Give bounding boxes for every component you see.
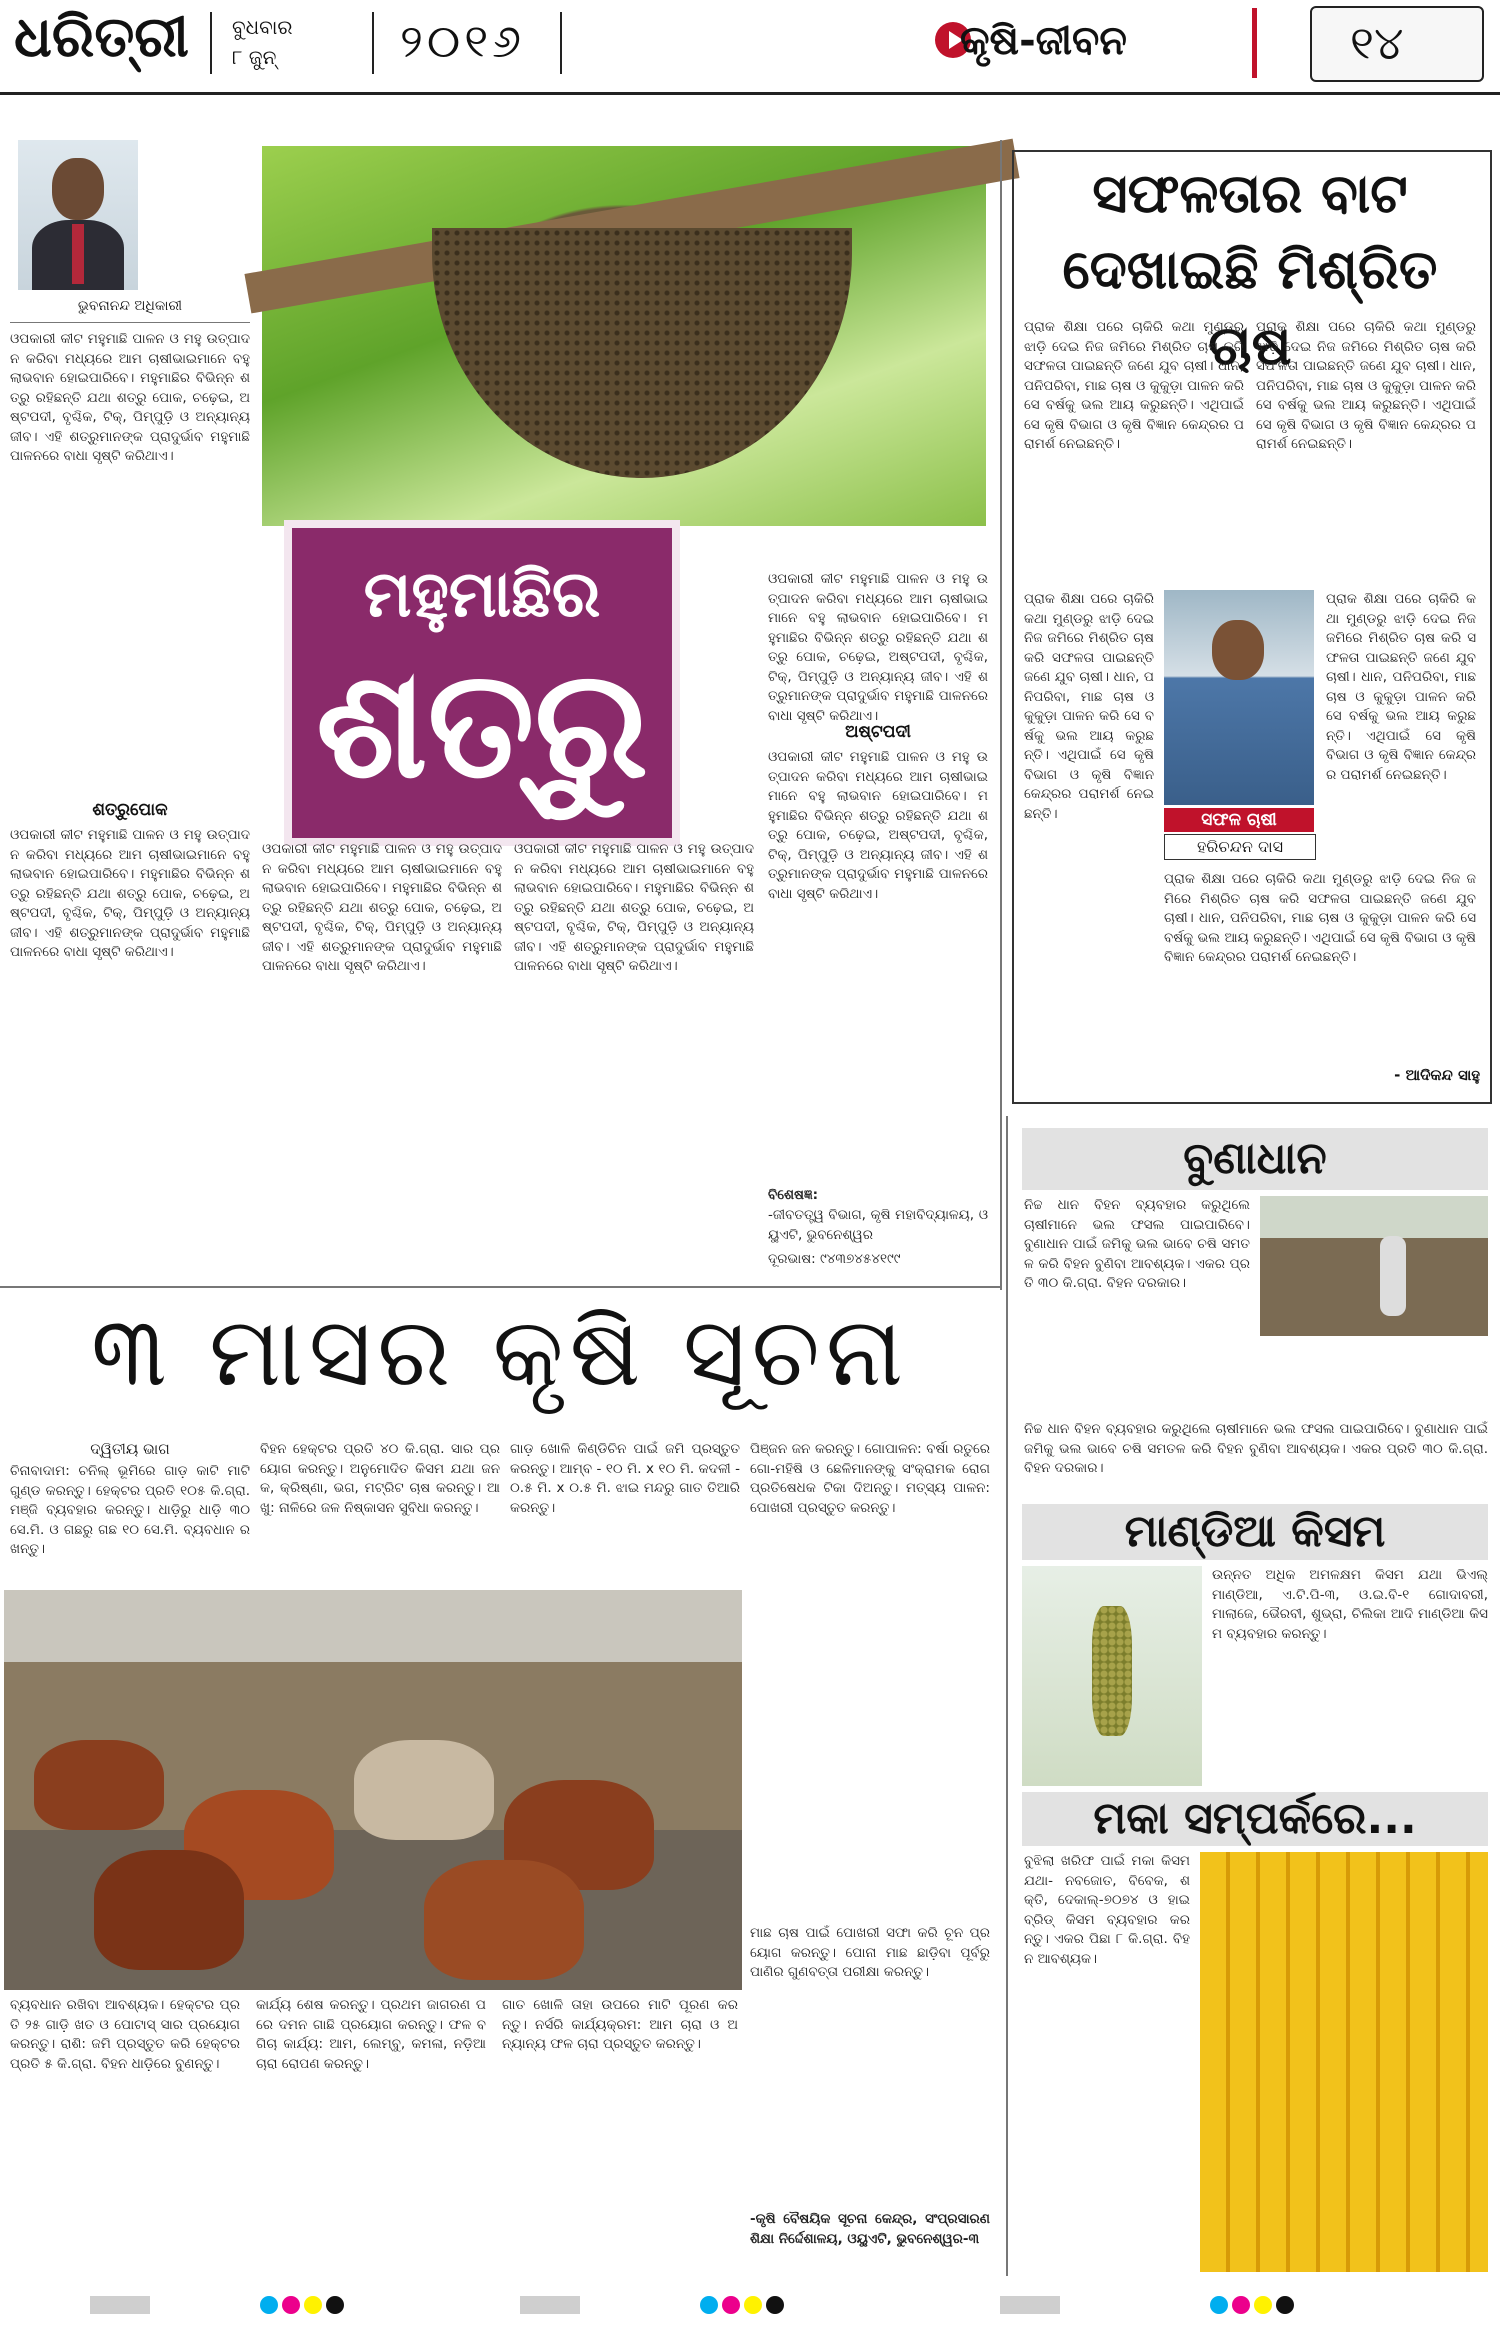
bee-title-line1: ମହୁମାଛିର (363, 558, 601, 632)
author-tie (72, 224, 84, 284)
mixed-farming-col1b: ପ୍ରାକ ଶିକ୍ଷା ପରେ ଚାକିରି କଥା ମୁଣ୍ଡରୁ ଝାଡ଼ି ଦେଇ ନିଜ ଜମିରେ ମିଶ୍ରିତ ଚାଷ କରି ସଫଳତା ପାଇଛନ୍ତି ଜଣେ ଯୁବ ଚାଷୀ। ଧାନ, ପନିପରିବା, ମାଛ ଚାଷ ଓ କୁକୁଡ଼ା ପାଳନ କରି ସେ ବର୍ଷକୁ ଭଲ ଆୟ କରୁଛନ୍ତି। ଏଥିପାଇଁ ସେ କୃଷି ବିଭାଗ ଓ କୃଷି ବିଜ୍ଞାନ କେନ୍ଦ୍ରର ପରାମର୍ଶ ନେଇଛନ୍ତି। (1024, 591, 1154, 822)
bee-pest-text: ଓପକାରୀ କୀଟ ମହୁମାଛି ପାଳନ ଓ ମହୁ ଉତ୍ପାଦନ କରିବା ମଧ୍ୟରେ ଆମ ଚାଷୀଭାଇମାନେ ବହୁ ଲାଭବାନ ହୋଇପାରିବେ। ମହୁମାଛିର ବିଭିନ୍ନ ଶତ୍ରୁ ରହିଛନ୍ତି ଯଥା ଶତ୍ରୁ ପୋକ, ଚଢ଼େଇ, ଅଷ୍ଟପଦୀ, ବୃଶ୍ଚିକ, ଟିକ୍, ପିମ୍ପୁଡ଼ି ଓ ଅନ୍ୟାନ୍ୟ ଜୀବ। ଏହି ଶତ୍ରୁମାନଙ୍କ ପ୍ରାଦୁର୍ଭାବ ମହୁମାଛି ପାଳନରେ ବାଧା ସୃଷ୍ଟି କରିଥାଏ। (10, 827, 250, 960)
magenta-dot-icon (282, 2296, 300, 2314)
section-divider (0, 1286, 1000, 1288)
cow (94, 1850, 244, 1970)
farmer-photo (1164, 590, 1314, 805)
bee-subheading-mite: ଅଷ୍ଟପଦୀ (845, 722, 911, 742)
bee-title-panel (284, 520, 680, 846)
cyan-dot-icon (1210, 2296, 1228, 2314)
crop-advice-col2: ବିହନ ହେକ୍ଟର ପ୍ରତି ୪୦ କି.ଗ୍ରା. ସାର ପ୍ରୟୋଗ କରନ୍ତୁ। ଅନୁମୋଦିତ କିସମ ଯଥା ଜନକ, କ୍ରିଷ୍ଣା, ଭଗ, ମଟ୍ରିଟ ଚାଷ କରନ୍ତୁ। ଆଖୁ: ନାଳିରେ ଜଳ ନିଷ୍କାସନ ସୁବିଧା କରନ୍ତୁ। (260, 1441, 500, 1516)
black-dot-icon (1276, 2296, 1294, 2314)
mixed-farming-headline-1: ସଫଳତାର ବାଟ (1092, 162, 1408, 225)
author-face (52, 158, 104, 220)
bee-dept-credit: -ଜୀବତତ୍ତ୍ୱ ବିଭାଗ, କୃଷି ମହାବିଦ୍ୟାଳୟ, ଓୟୁଏଟି, ଭୁବନେଶ୍ୱର (768, 1207, 988, 1243)
mixed-farming-col4: ପ୍ରାକ ଶିକ୍ଷା ପରେ ଚାକିରି କଥା ମୁଣ୍ଡରୁ ଝାଡ଼ି ଦେଇ ନିଜ ଜମିରେ ମିଶ୍ରିତ ଚାଷ କରି ସଫଳତା ପାଇଛନ୍ତି ଜଣେ ଯୁବ ଚାଷୀ। ଧାନ, ପନିପରିବା, ମାଛ ଚାଷ ଓ କୁକୁଡ଼ା ପାଳନ କରି ସେ ବର୍ଷକୁ ଭଲ ଆୟ କରୁଛନ୍ତି। ଏଥିପାଇଁ ସେ କୃଷି ବିଭାଗ ଓ କୃଷି ବିଜ୍ଞାନ କେନ୍ଦ୍ରର ପରାମର୍ଶ ନେଇଛନ୍ତି। (1164, 871, 1476, 965)
column-divider (1006, 1116, 1008, 2276)
black-dot-icon (766, 2296, 784, 2314)
cyan-dot-icon (700, 2296, 718, 2314)
crop-advice-col4b: ମାଛ ଚାଷ ପାଇଁ ପୋଖରୀ ସଫା କରି ଚୂନ ପ୍ରୟୋଗ କରନ୍ତୁ। ପୋନା ମାଛ ଛାଡ଼ିବା ପୂର୍ବରୁ ପାଣିର ଗୁଣବତ୍ତା ପରୀକ୍ଷା କରନ୍ତୁ। (750, 1925, 990, 1980)
yellow-dot-icon (1254, 2296, 1272, 2314)
newspaper-logo: ଧରିତ୍ରୀ (14, 4, 189, 70)
issue-day: ବୁଧବାର (232, 15, 293, 39)
crop-advice-bottom2: କାର୍ଯ୍ୟ ଶେଷ କରନ୍ତୁ। ପ୍ରଥମ ଜାଗରଣ ପରେ ଦମନ ଗାଛି ପ୍ରୟୋଗ କରନ୍ତୁ। ଫଳ ବଗିଚା କାର୍ଯ୍ୟ: ଆମ, ଲେମ୍ବୁ, କମଳା, ନଡ଼ିଆ ଚାରା ରୋପଣ କରନ୍ତୁ। (256, 1997, 486, 2072)
divider (10, 322, 250, 323)
page-number: ୧୪ (1350, 16, 1404, 70)
bee-subheading-pest: ଶତ୍ରୁପୋକ (92, 800, 168, 820)
bee-intro-text: ଓପକାରୀ କୀଟ ମହୁମାଛି ପାଳନ ଓ ମହୁ ଉତ୍ପାଦନ କରିବା ମଧ୍ୟରେ ଆମ ଚାଷୀଭାଇମାନେ ବହୁ ଲାଭବାନ ହୋଇପାରିବେ। ମହୁମାଛିର ବିଭିନ୍ନ ଶତ୍ରୁ ରହିଛନ୍ତି ଯଥା ଶତ୍ରୁ ପୋକ, ଚଢ଼େଇ, ଅଷ୍ଟପଦୀ, ବୃଶ୍ଚିକ, ଟିକ୍, ପିମ୍ପୁଡ଼ି ଓ ଅନ୍ୟାନ୍ୟ ଜୀବ। ଏହି ଶତ୍ରୁମାନଙ୍କ ପ୍ରାଦୁର୍ଭାବ ମହୁମାଛି ପାଳନରେ ବାଧା ସୃଷ୍ଟି କରିଥାଏ। (10, 331, 250, 464)
millet-photo (1022, 1566, 1202, 1786)
black-dot-icon (326, 2296, 344, 2314)
crop-advice-col4: ପିଞ୍ଜନ ଜନ କରନ୍ତୁ। ଗୋପାଳନ: ବର୍ଷା ରତୁରେ ଗୋ-ମହିଷି ଓ ଛେଳିମାନଙ୍କୁ ସଂକ୍ରାମକ ରୋଗ ପ୍ରତିଷେଧକ ଟିକା ଦିଅନ୍ତୁ। ମତ୍ସ୍ୟ ପାଳନ: ପୋଖରୀ ପ୍ରସ୍ତୁତ କରନ୍ତୁ। (750, 1441, 990, 1516)
mixed-farming-col1: ପ୍ରାକ ଶିକ୍ଷା ପରେ ଚାକିରି କଥା ମୁଣ୍ଡରୁ ଝାଡ଼ି ଦେଇ ନିଜ ଜମିରେ ମିଶ୍ରିତ ଚାଷ କରି ସଫଳତା ପାଇଛନ୍ତି ଜଣେ ଯୁବ ଚାଷୀ। ଧାନ, ପନିପରିବା, ମାଛ ଚାଷ ଓ କୁକୁଡ଼ା ପାଳନ କରି ସେ ବର୍ଷକୁ ଭଲ ଆୟ କରୁଛନ୍ତି। ଏଥିପାଇଁ ସେ କୃଷି ବିଭାଗ ଓ କୃଷି ବିଜ୍ଞାନ କେନ୍ଦ୍ରର ପରାମର୍ଶ ନେଇଛନ୍ତି। (1024, 319, 1244, 452)
paddy-text-2: ନିଚ୍ଚ ଧାନ ବିହନ ବ୍ୟବହାର କରୁଥିଲେ ଚାଷୀମାନେ ଭଲ ଫସଲ ପାଇପାରିବେ। ବୁଣାଧାନ ପାଇଁ ଜମିକୁ ଭଲ ଭାବେ ଚଷି ସମତଳ କରି ବିହନ ବୁଣିବା ଆବଶ୍ୟକ। ଏକର ପ୍ରତି ୩୦ କି.ଗ୍ରା. ବିହନ ଦରକାର। (1024, 1421, 1488, 1476)
bee-title-line2: ଶତ୍ରୁ (315, 638, 649, 812)
maize-heading: ମକା ସମ୍ପର୍କରେ... (1022, 1792, 1488, 1846)
divider (372, 12, 374, 74)
crop-advice-col3: ଗାଡ଼ ଖୋଳି କିଣ୍ଡିଚିନ ପାଇଁ ଜମି ପ୍ରସ୍ତୁତ କରନ୍ତୁ। ଆମ୍ବ - ୧୦ ମି. x ୧୦ ମି. କଦଳୀ - ୦.୫ ମି. x ୦.୫ ମି. ଝାଇ ମନ୍ଦରୁ ଗାତ ତିଆରି କରନ୍ତୁ। (510, 1441, 740, 1516)
divider (560, 12, 562, 74)
beehive (432, 228, 852, 478)
issue-year: ୨୦୧୬ (400, 14, 526, 68)
magenta-dot-icon (722, 2296, 740, 2314)
paddy-field-photo (1260, 1196, 1488, 1336)
maize-photo (1200, 1852, 1488, 2272)
cyan-dot-icon (260, 2296, 278, 2314)
crop-advice-sub: ଦ୍ୱିତୀୟ ଭାଗ (90, 1440, 170, 1458)
bee-mite-text: ଓପକାରୀ କୀଟ ମହୁମାଛି ପାଳନ ଓ ମହୁ ଉତ୍ପାଦନ କରିବା ମଧ୍ୟରେ ଆମ ଚାଷୀଭାଇମାନେ ବହୁ ଲାଭବାନ ହୋଇପାରିବେ। ମହୁମାଛିର ବିଭିନ୍ନ ଶତ୍ରୁ ରହିଛନ୍ତି ଯଥା ଶତ୍ରୁ ପୋକ, ଚଢ଼େଇ, ଅଷ୍ଟପଦୀ, ବୃଶ୍ଚିକ, ଟିକ୍, ପିମ୍ପୁଡ଼ି ଓ ଅନ୍ୟାନ୍ୟ ଜୀବ। ଏହି ଶତ୍ରୁମାନଙ୍କ ପ୍ରାଦୁର୍ଭାବ ମହୁମାଛି ପାଳନରେ ବାଧା ସୃଷ୍ଟି କରିଥାଏ। (768, 749, 988, 902)
masthead (0, 0, 1500, 95)
mixed-farming-headline-2: ଦେଖାଇଛି ମିଶ୍ରିତ ଚାଷ (1062, 238, 1438, 377)
magenta-dot-icon (1232, 2296, 1250, 2314)
crop-advice-col1: ଚିନାବାଦାମ: ଚନିଲ୍ ଭୂମିରେ ଗାଡ଼ କାଟି ମାଟି ଗୁଣ୍ଡ କରନ୍ତୁ। ହେକ୍ଟର ପ୍ରତି ୧୦୫ କି.ଗ୍ରା. ମଞ୍ଜି ବ୍ୟବହାର କରନ୍ତୁ। ଧାଡ଼ିରୁ ଧାଡ଼ି ୩୦ ସେ.ମି. ଓ ଗଛରୁ ଗଛ ୧୦ ସେ.ମି. ବ୍ୟବଧାନ ରଖନ୍ତୁ। (10, 1463, 250, 1557)
bee-col2-text: ଓପକାରୀ କୀଟ ମହୁମାଛି ପାଳନ ଓ ମହୁ ଉତ୍ପାଦନ କରିବା ମଧ୍ୟରେ ଆମ ଚାଷୀଭାଇମାନେ ବହୁ ଲାଭବାନ ହୋଇପାରିବେ। ମହୁମାଛିର ବିଭିନ୍ନ ଶତ୍ରୁ ରହିଛନ୍ତି ଯଥା ଶତ୍ରୁ ପୋକ, ଚଢ଼େଇ, ଅଷ୍ଟପଦୀ, ବୃଶ୍ଚିକ, ଟିକ୍, ପିମ୍ପୁଡ଼ି ଓ ଅନ୍ୟାନ୍ୟ ଜୀବ। ଏହି ଶତ୍ରୁମାନଙ୍କ ପ୍ରାଦୁର୍ଭାବ ମହୁମାଛି ପାଳନରେ ବାଧା ସୃଷ୍ଟି କରିଥାଏ। (262, 841, 502, 974)
expert-label: ବିଶେଷଜ୍ଞ: (768, 1187, 819, 1203)
mixed-farming-byline: - ଆଦିକନ୍ଦ ସାହୁ (1394, 1066, 1480, 1084)
bee-contact: ଦୂରଭାଷ: ୯୪୩୭୪୫୪୧୯୯ (768, 1251, 901, 1267)
crop-advice-bottom1: ବ୍ୟବଧାନ ରଖିବା ଆବଶ୍ୟକ। ହେକ୍ଟର ପ୍ରତି ୨୫ ଗାଡ଼ି ଖତ ଓ ପୋଟାସ୍ ସାର ପ୍ରୟୋଗ କରନ୍ତୁ। ରାଶି: ଜମି ପ୍ରସ୍ତୁତ କରି ହେକ୍ଟର ପ୍ରତି ୫ କି.ଗ୍ରା. ବିହନ ଧାଡ଼ିରେ ବୁଣନ୍ତୁ। (10, 1997, 240, 2072)
crop-advice-credit: -କୃଷି ବୈଷୟିକ ସୂଚନା କେନ୍ଦ୍ର, ସଂପ୍ରସାରଣ ଶିକ୍ଷା ନିର୍ଦ୍ଦେଶାଳୟ, ଓୟୁଏଟି, ଭୁବନେଶ୍ୱର-୩ (750, 2211, 990, 2247)
author-photo (18, 140, 138, 290)
success-farmer-badge: ସଫଳ ଚାଷୀ (1164, 808, 1314, 832)
print-mark (520, 2296, 580, 2314)
farmer-name: ହରିଚନ୍ଦନ ଦାସ (1164, 834, 1316, 860)
issue-date-text: ୮ ଜୁନ୍ (232, 45, 277, 69)
issue-date (232, 12, 293, 72)
yellow-dot-icon (744, 2296, 762, 2314)
farmer-face (1212, 620, 1264, 680)
farmer-figure (1380, 1236, 1406, 1316)
millet-ear (1092, 1606, 1132, 1736)
crop-advice-bottom3: ଗାତ ଖୋଳି ତାହା ଉପରେ ମାଟି ପୂରଣ କରନ୍ତୁ। ନର୍ସରି କାର୍ଯ୍ୟକ୍ରମ: ଆମ ଚାରା ଓ ଅନ୍ୟାନ୍ୟ ଫଳ ଚାରା ପ୍ରସ୍ତୁତ କରନ୍ତୁ। (502, 1997, 738, 2052)
bee-col3-text: ଓପକାରୀ କୀଟ ମହୁମାଛି ପାଳନ ଓ ମହୁ ଉତ୍ପାଦନ କରିବା ମଧ୍ୟରେ ଆମ ଚାଷୀଭାଇମାନେ ବହୁ ଲାଭବାନ ହୋଇପାରିବେ। ମହୁମାଛିର ବିଭିନ୍ନ ଶତ୍ରୁ ରହିଛନ୍ତି ଯଥା ଶତ୍ରୁ ପୋକ, ଚଢ଼େଇ, ଅଷ୍ଟପଦୀ, ବୃଶ୍ଚିକ, ଟିକ୍, ପିମ୍ପୁଡ଼ି ଓ ଅନ୍ୟାନ୍ୟ ଜୀବ। ଏହି ଶତ୍ରୁମାନଙ୍କ ପ୍ରାଦୁର୍ଭାବ ମହୁମାଛି ପାଳନରେ ବାଧା ସୃଷ୍ଟି କରିଥାଏ। (768, 571, 988, 724)
print-mark (90, 2296, 150, 2314)
paddy-heading: ବୁଣାଧାନ (1022, 1128, 1488, 1190)
yellow-dot-icon (304, 2296, 322, 2314)
crop-advice-heading: ୩ ମାସର କୃଷି ସୂଚନା (91, 1296, 909, 1408)
column-divider (1000, 140, 1002, 1290)
maize-text: ବୁଝିଲା ଖରିଫ ପାଇଁ ମକା କିସମ ଯଥା- ନବଜୋତ, ବିବେକ, ଶକ୍ତି, ଦେକାଲ୍-୭୦୭୪ ଓ ହାଇବ୍ରିଡ୍ କିସମ ବ୍ୟବହାର କରନ୍ତୁ। ଏକର ପିଛା ୮ କି.ଗ୍ରା. ବିହନ ଆବଶ୍ୟକ। (1024, 1853, 1190, 1967)
cow (424, 1860, 584, 1980)
paddy-text-1: ନିଚ୍ଚ ଧାନ ବିହନ ବ୍ୟବହାର କରୁଥିଲେ ଚାଷୀମାନେ ଭଲ ଫସଲ ପାଇପାରିବେ। ବୁଣାଧାନ ପାଇଁ ଜମିକୁ ଭଲ ଭାବେ ଚଷି ସମତଳ କରି ବିହନ ବୁଣିବା ଆବଶ୍ୟକ। ଏକର ପ୍ରତି ୩୦ କି.ଗ୍ରା. ବିହନ ଦରକାର। (1024, 1197, 1250, 1291)
millet-heading: ମାଣ୍ଡିଆ କିସମ (1022, 1504, 1488, 1560)
print-mark (1000, 2296, 1060, 2314)
divider (210, 12, 212, 74)
beehive-photo (262, 146, 986, 526)
cow (34, 1740, 164, 1830)
millet-text: ଉନ୍ନତ ଅଧିକ ଅମଳକ୍ଷମ କିସମ ଯଥା ଭିଏଲ୍ ମାଣ୍ଡିଆ, ଏ.ଟି.ପି-୩, ଓ.ଇ.ବି-୧ ଗୋଦାବରୀ, ମାଲାଜେ, ଭୈରବୀ, ଶୁଭ୍ରା, ଚିଲିକା ଆଦି ମାଣ୍ଡିଆ କିସମ ବ୍ୟବହାର କରନ୍ତୁ। (1212, 1567, 1488, 1642)
accent-bar (1252, 8, 1257, 78)
author-name: ଭୁବନାନନ୍ଦ ଅଧିକାରୀ (77, 298, 183, 314)
cattle-photo (4, 1590, 742, 1990)
cow (354, 1740, 494, 1840)
section-title: କୃଷି-ଜୀବନ (960, 18, 1127, 64)
mixed-farming-col3: ପ୍ରାକ ଶିକ୍ଷା ପରେ ଚାକିରି କଥା ମୁଣ୍ଡରୁ ଝାଡ଼ି ଦେଇ ନିଜ ଜମିରେ ମିଶ୍ରିତ ଚାଷ କରି ସଫଳତା ପାଇଛନ୍ତି ଜଣେ ଯୁବ ଚାଷୀ। ଧାନ, ପନିପରିବା, ମାଛ ଚାଷ ଓ କୁକୁଡ଼ା ପାଳନ କରି ସେ ବର୍ଷକୁ ଭଲ ଆୟ କରୁଛନ୍ତି। ଏଥିପାଇଁ ସେ କୃଷି ବିଭାଗ ଓ କୃଷି ବିଜ୍ଞାନ କେନ୍ଦ୍ରର ପରାମର୍ଶ ନେଇଛନ୍ତି। (1326, 591, 1476, 783)
bee-col3b-text: ଓପକାରୀ କୀଟ ମହୁମାଛି ପାଳନ ଓ ମହୁ ଉତ୍ପାଦନ କରିବା ମଧ୍ୟରେ ଆମ ଚାଷୀଭାଇମାନେ ବହୁ ଲାଭବାନ ହୋଇପାରିବେ। ମହୁମାଛିର ବିଭିନ୍ନ ଶତ୍ରୁ ରହିଛନ୍ତି ଯଥା ଶତ୍ରୁ ପୋକ, ଚଢ଼େଇ, ଅଷ୍ଟପଦୀ, ବୃଶ୍ଚିକ, ଟିକ୍, ପିମ୍ପୁଡ଼ି ଓ ଅନ୍ୟାନ୍ୟ ଜୀବ। ଏହି ଶତ୍ରୁମାନଙ୍କ ପ୍ରାଦୁର୍ଭାବ ମହୁମାଛି ପାଳନରେ ବାଧା ସୃଷ୍ଟି କରିଥାଏ। (514, 841, 754, 974)
mixed-farming-col2: ପ୍ରାକ ଶିକ୍ଷା ପରେ ଚାକିରି କଥା ମୁଣ୍ଡରୁ ଝାଡ଼ି ଦେଇ ନିଜ ଜମିରେ ମିଶ୍ରିତ ଚାଷ କରି ସଫଳତା ପାଇଛନ୍ତି ଜଣେ ଯୁବ ଚାଷୀ। ଧାନ, ପନିପରିବା, ମାଛ ଚାଷ ଓ କୁକୁଡ଼ା ପାଳନ କରି ସେ ବର୍ଷକୁ ଭଲ ଆୟ କରୁଛନ୍ତି। ଏଥିପାଇଁ ସେ କୃଷି ବିଭାଗ ଓ କୃଷି ବିଜ୍ଞାନ କେନ୍ଦ୍ରର ପରାମର୍ଶ ନେଇଛନ୍ତି। (1256, 319, 1476, 452)
